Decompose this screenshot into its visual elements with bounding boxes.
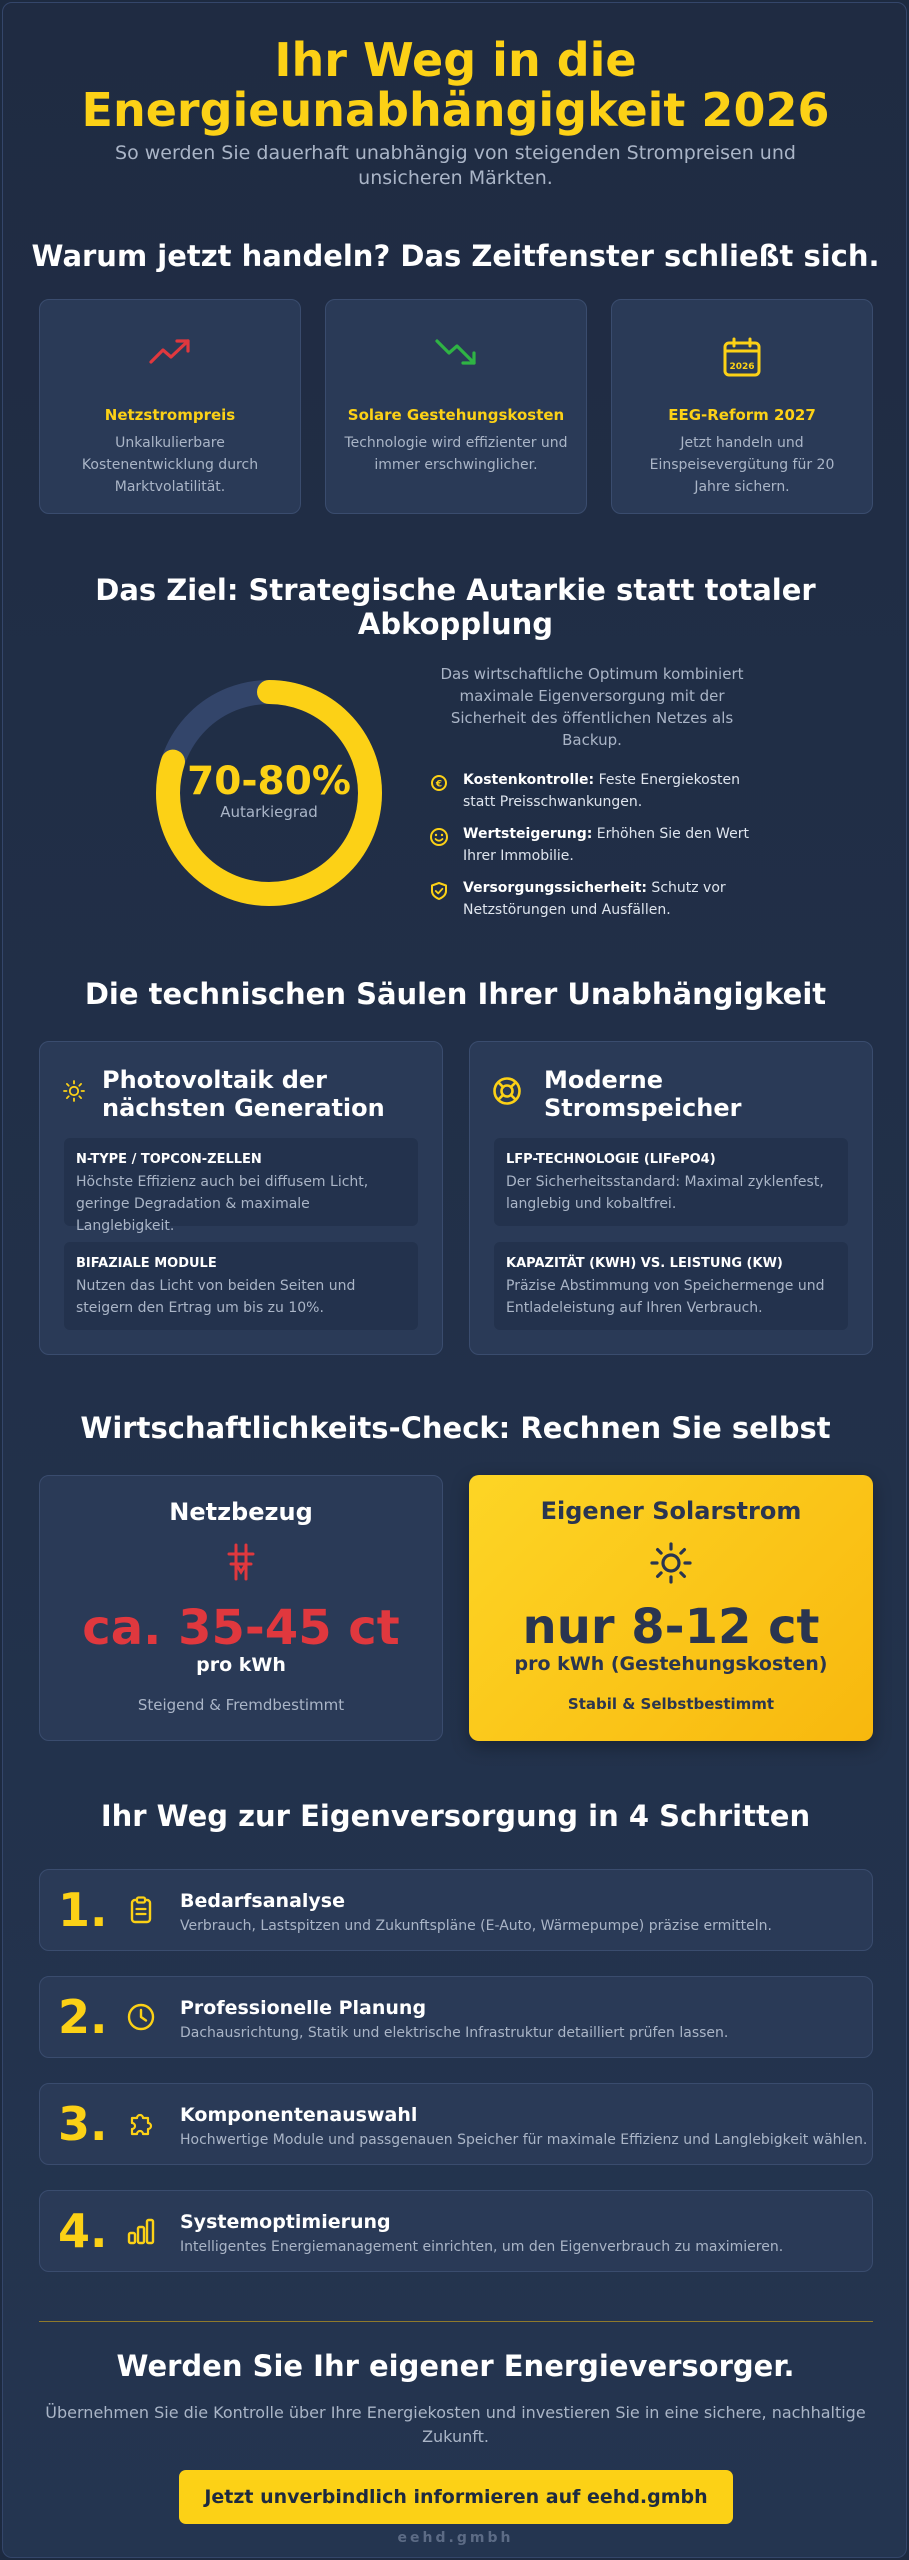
pillar-card-storage (469, 1041, 873, 1355)
calendar-year-label: 2026 (729, 362, 755, 372)
solar-cost-title: Eigener Solarstrom (540, 1497, 802, 1525)
step-card-1 (39, 1869, 873, 1951)
bar-chart-icon (126, 2216, 158, 2248)
clipboard-icon (126, 1895, 158, 1927)
step-text: Hochwertige Module und passgenauen Speicher für maximale Effizienz und Langlebigkeit wählen. (180, 2132, 868, 2148)
sun-icon (469, 1541, 873, 1585)
step-title: Komponentenauswahl (180, 2104, 418, 2126)
step-card-4 (39, 2190, 873, 2272)
goal-intro-text: Das wirtschaftliche Optimum kombiniert maximale Eigenversorgung mit der Sicherheit des öffentlichen Netzes als Backup. (440, 665, 744, 749)
footer-domain: eehd.gmbh (397, 2530, 514, 2546)
solar-cost-card (469, 1475, 873, 1741)
reason-title: EEG-Reform 2027 (668, 406, 816, 424)
economics-heading: Wirtschaftlichkeits-Check: Rechnen Sie selbst (80, 1411, 831, 1445)
step-number: 2. (58, 1990, 108, 2044)
step-number: 4. (58, 2204, 108, 2258)
reason-text: Unkalkulierbare Kostenentwicklung durch Marktvolatilität. (81, 435, 259, 495)
cta-heading: Werden Sie Ihr eigener Energieversorger. (116, 2349, 795, 2383)
pillar-sub-card: KAPAZITÄT (KWH) VS. LEISTUNG (KW) Präzise Abstimmung von Speichermenge und Entladeleistung auf Ihren Verbrauch. (494, 1242, 848, 1330)
solar-cost-price: nur 8-12 ct (522, 1599, 820, 1655)
reason-card-grid-price (39, 299, 301, 514)
pillar-sub-card: LFP-TECHNOLOGIE (LIFePO4) Der Sicherheitsstandard: Maximal zyklenfest, langlebig und kobaltfrei. (494, 1138, 848, 1226)
euro-coin-icon (429, 773, 451, 795)
pillars-heading: Die technischen Säulen Ihrer Unabhängigkeit (84, 977, 827, 1011)
pillar-title: Photovoltaik der nächsten Generation (102, 1066, 385, 1122)
svg-text:€: € (435, 779, 443, 790)
step-number: 3. (58, 2097, 108, 2151)
step-text: Intelligentes Energiemanagement einrichten, um den Eigenverbrauch zu maximieren. (180, 2239, 784, 2255)
step-title: Systemoptimierung (180, 2211, 391, 2233)
cta-text: Übernehmen Sie die Kontrolle über Ihre Energiekosten und investieren Sie in eine sichere, nachhaltige Zukunft. (45, 2403, 866, 2446)
grid-cost-status: Steigend & Fremdbestimmt (137, 1696, 345, 1714)
reason-card-solar-cost (325, 299, 587, 514)
shield-check-icon (429, 881, 451, 903)
pillar-sub-card: N-TYPE / TOPCON-ZELLEN Höchste Effizienz auch bei diffusem Licht, geringe Degradation & maximale Langlebigkeit. (64, 1138, 418, 1226)
grid-cost-card (39, 1475, 443, 1741)
grid-cost-price: ca. 35-45 ct (82, 1600, 400, 1656)
trend-down-icon (326, 336, 586, 376)
step-card-3 (39, 2083, 873, 2165)
step-number: 1. (58, 1883, 108, 1937)
solar-cost-status: Stabil & Selbstbestimmt (567, 1695, 775, 1713)
reason-title: Netzstrompreis (104, 406, 236, 424)
clock-icon (126, 2002, 158, 2034)
goal-heading: Das Ziel: Strategische Autarkie statt totaler Abkopplung (95, 573, 816, 641)
step-card-2 (39, 1976, 873, 2058)
pillar-sub-card: BIFAZIALE MODULE Nutzen das Licht von beiden Seiten und steigern den Ertrag um bis zu 10%. (64, 1242, 418, 1330)
pillar-card-photovoltaics (39, 1041, 443, 1355)
reason-text: Technologie wird effizienter und immer erschwinglicher. (344, 435, 568, 473)
why-heading: Warum jetzt handeln? Das Zeitfenster schließt sich. (31, 239, 880, 273)
cta-info-button[interactable]: Jetzt unverbindlich informieren auf eehd.gmbh (179, 2470, 733, 2524)
section-divider (39, 2321, 873, 2322)
sun-icon (62, 1076, 92, 1106)
puzzle-icon (126, 2109, 158, 2141)
infographic-page: Ihr Weg in die Energieunabhängigkeit 2026 So werden Sie dauerhaft unabhängig von steigenden Strompreisen und unsicheren Märkten. Warum jetzt handeln? Das Zeitfenster schließt sich. Netzstrompreis Unkalkulierbare Kostenentwicklung durch Marktvolatilität. Solare Gestehungskosten Technologie wird effizienter und immer erschwinglicher. 2026 EEG-Reform 2027 Jetzt handeln und Einspeisevergütung für 20 Jahre sichern. Das Ziel: Strategische Autarkie statt totaler Abkopplung 70-80% Autarkiegrad Das wirtschaftliche Optimum kombiniert maximale Eigenversorgung mit der Sicherheit des öffentlichen Netzes als Backup. € Kostenkontrolle: Feste Energiekosten statt Preisschwankungen. Wertsteigerung: Erhöhen Sie den Wert Ihrer Immobilie. Versorgungssicherheit: Schutz vor Netzstörungen und Ausfällen. Die technischen Säulen Ihrer Unabhängigkeit Photovoltaik der nächsten Generation N-TYPE / TOPCON-ZELLEN Höchste Effizienz auch bei diffusem Licht, geringe Degradation & maximale Langlebigkeit. BIFAZIALE MODULE Nutzen das Licht von beiden Seiten und steigern den Ertrag um bis zu 10%. Moderne Stromspeicher LFP-TECHNOLOGIE (LIFePO4) Der Sicherheitsstandard: Maximal zyklenfest, langlebig und kobaltfrei. KAPAZITÄT (KWH) VS. LEISTUNG (KW) Präzise Abstimmung von Speichermenge und Entladeleistung auf Ihren Verbrauch. Wirtschaftlichkeits-Check: Rechnen Sie selbst Netzbezug ca. 35-45 ct pro kWh Steigend & Fremdbestimmt Eigener Solarstrom nur 8-12 ct pro kWh (Gestehungskosten) Stabil & Selbstbestimmt Ihr Weg zur Eigenversorgung in 4 Schritten 1. Bedarfsanalyse Verbrauch, Lastspitzen und Zukunftspläne (E-Auto, Wärmepumpe) präzise ermitteln. 2. Professionelle Planung Dachausrichtung, Statik und elektrische Infrastruktur detailliert prüfen lassen. 3. Komponentenauswahl Hochwertige Module und passgenauen Speicher für maximale Effizienz und Langlebigkeit wählen. 4. Systemoptimierung Intelligentes Energiemanagement einrichten, um den Eigenverbrauch zu maximieren. Werden Sie Ihr eigener Energieversorger. Übernehmen Sie die Kontrolle über Ihre Energiekosten und investieren Sie in eine sichere, nachhaltige Zukunft. Jetzt unverbindlich informieren auf eehd.gmbh eehd.gmbh (2, 2, 907, 2558)
trend-up-icon (40, 336, 300, 376)
donut-value: 70-80% (187, 759, 351, 804)
power-pylon-icon (40, 1542, 442, 1586)
step-title: Bedarfsanalyse (180, 1890, 345, 1912)
reason-card-eeg-reform (611, 299, 873, 514)
step-text: Verbrauch, Lastspitzen und Zukunftspläne (E-Auto, Wärmepumpe) präzise ermitteln. (180, 1918, 772, 1934)
reason-text: Jetzt handeln und Einspeisevergütung für 20 Jahre sichern. (649, 435, 835, 495)
grid-cost-title: Netzbezug (169, 1498, 313, 1526)
calendar-icon (612, 336, 872, 376)
hero-title: Ihr Weg in die Energieunabhängigkeit 2026 (81, 33, 830, 137)
steps-heading: Ihr Weg zur Eigenversorgung in 4 Schritten (100, 1799, 811, 1833)
pillar-title: Moderne Stromspeicher (544, 1066, 742, 1122)
donut-label: Autarkiegrad (220, 803, 318, 821)
lifebuoy-icon (492, 1076, 522, 1106)
hero-subtitle: So werden Sie dauerhaft unabhängig von steigenden Strompreisen und unsicheren Märkten. (115, 142, 796, 189)
solar-cost-unit: pro kWh (Gestehungskosten) (514, 1653, 828, 1675)
step-title: Professionelle Planung (180, 1997, 427, 2019)
grid-cost-unit: pro kWh (196, 1654, 286, 1676)
reason-title: Solare Gestehungskosten (347, 406, 565, 424)
smiley-icon (429, 827, 451, 849)
step-text: Dachausrichtung, Statik und elektrische Infrastruktur detailliert prüfen lassen. (180, 2025, 729, 2041)
